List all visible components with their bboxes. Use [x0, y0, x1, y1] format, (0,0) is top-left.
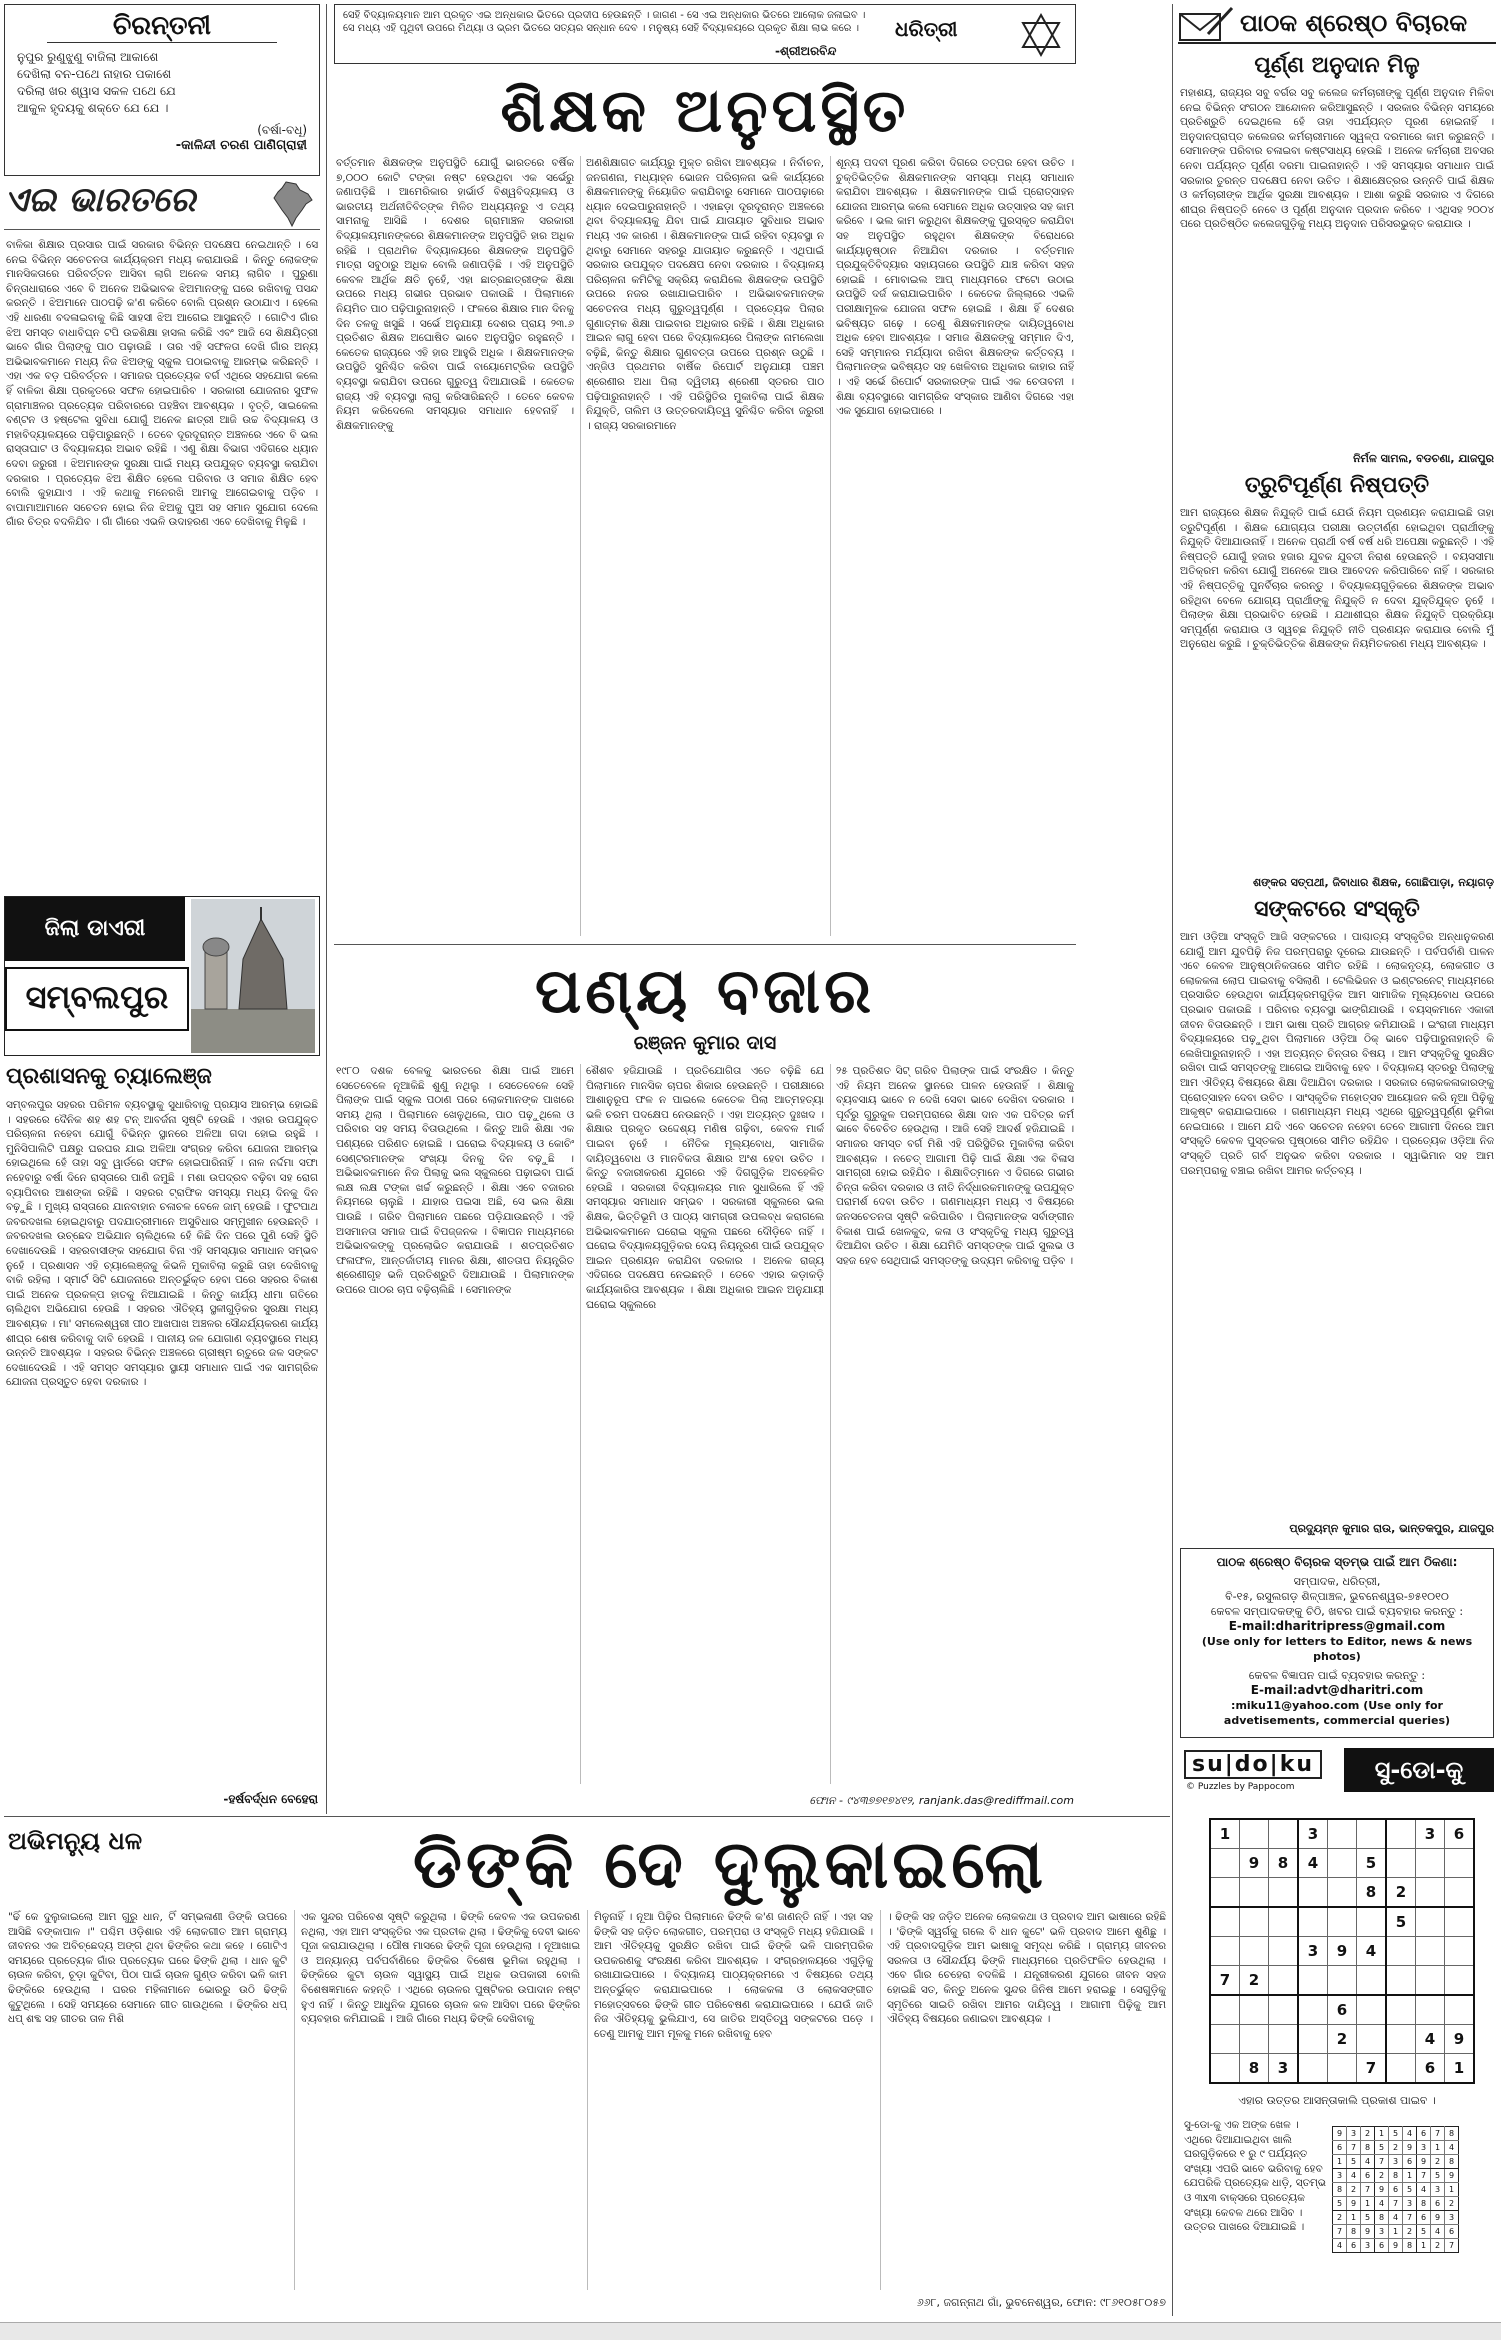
letter1-author: ନିର୍ମଳ ସାମଲ, ବଡଚଣା, ଯାଜପୁର — [1353, 452, 1494, 465]
address-lines — [1189, 1574, 1485, 1619]
address-line: ସମ୍ପାଦକ, ଧରିତ୍ରୀ, — [1293, 1575, 1381, 1588]
main3-col-rule — [587, 1910, 588, 2290]
sudoku-cell[interactable]: 8 — [1240, 2054, 1269, 2084]
readers-header — [1178, 4, 1496, 44]
poem-author: -କାଳିନ୍ଦୀ ଚରଣ ପାଣିଗ୍ରାହୀ — [175, 138, 307, 153]
sudoku-cell[interactable] — [1240, 2025, 1269, 2054]
answer-cell: 1 — [1361, 2197, 1375, 2211]
answer-cell: 2 — [1361, 2127, 1375, 2141]
sudoku-cell[interactable] — [1386, 1966, 1416, 1996]
column-banner — [4, 180, 320, 230]
poem-line: ଆକୁଳ ହୃଦୟକୁ ଶକ୍ତେ ଯେ ଯେ । — [17, 101, 169, 115]
answer-cell: 8 — [1445, 2127, 1459, 2141]
answer-cell: 8 — [1389, 2169, 1403, 2183]
poem-box — [4, 4, 320, 176]
sudoku-cell[interactable] — [1416, 1966, 1445, 1996]
sudoku-cell[interactable] — [1445, 1907, 1475, 1937]
answer-cell: 7 — [1403, 2211, 1417, 2225]
ads-label: କେବଳ ବିଜ୍ଞାପନ ପାଇଁ ବ୍ୟବହାର କରନ୍ତୁ : — [1248, 1669, 1426, 1682]
answer-cell: 1 — [1431, 2141, 1445, 2155]
answer-cell: 5 — [1389, 2127, 1403, 2141]
answer-cell: 3 — [1445, 2211, 1459, 2225]
answer-cell: 1 — [1333, 2155, 1347, 2169]
divider-left — [326, 4, 327, 1814]
answer-cell: 7 — [1389, 2197, 1403, 2211]
poem-source: (ବର୍ଷା-ବଧୂ) — [257, 123, 307, 137]
sudoku-cell[interactable] — [1357, 1966, 1387, 1996]
main2-col-3: ୨୫ ପ୍ରତିଶତ ସିଟ୍ ଗରିବ ପିଲାଙ୍କ ପାଇଁ ସଂରକ୍ଷିତ । କିନ୍ତୁ ଏହି ନିୟମ ଅନେକ ସ୍ଥାନରେ ପାଳନ ହେଉନାହିଁ । ଶିକ୍ଷାକୁ ବ୍ୟବସାୟ ଭାବେ ନ ଦେଖି ସେବା ଭାବେ ଦେଖିବା ଦରକାର । ପୂର୍ବରୁ ଗୁରୁକୁଳ ପରମ୍ପରାରେ ଶିକ୍ଷା ଦାନ ଏକ ପବିତ୍ର କର୍ମ ଭାବେ ବିବେଚିତ ହେଉଥିଲା । ଆଜି ସେହି ଆଦର୍ଶ ହଜିଯାଇଛି । ସମାଜର ସମସ୍ତ ବର୍ଗ ମିଶି ଏହି ପରିସ୍ଥିତିର ମୁକାବିଲା କରିବା ଆବଶ୍ୟକ । ନଚେତ୍ ଆଗାମୀ ପିଢ଼ି ପାଇଁ ଶିକ୍ଷା ଏକ ବିଳାସ ସାମଗ୍ରୀ ହୋଇ ରହିଯିବ । ଶିକ୍ଷାବିତ୍‌ମାନେ ଏ ଦିଗରେ ଗଭୀର ଚିନ୍ତା କରିବା ଦରକାର ଓ ନୀତି ନିର୍ଦ୍ଧାରକମାନଙ୍କୁ ଉପଯୁକ୍ତ ପରାମର୍ଶ ଦେବା ଉଚିତ । ଗଣମାଧ୍ୟମ ମଧ୍ୟ ଏ ବିଷୟରେ ଜନସଚେତନତା ସୃଷ୍ଟି କରିପାରିବ । ପିଲାମାନଙ୍କ ସର୍ବାଙ୍ଗୀନ ବିକାଶ ପାଇଁ ଖେଳକୁଦ, କଳା ଓ ସଂସ୍କୃତିକୁ ମଧ୍ୟ ଗୁରୁତ୍ୱ ଦିଆଯିବା ଉଚିତ । ଶିକ୍ଷା ଯେମିତି ସମସ୍ତଙ୍କ ପାଇଁ ସୁଲଭ ଓ ସହଜ ହେବ ସେଥିପାଇଁ ସମସ୍ତଙ୍କୁ ଉଦ୍ୟମ କରିବାକୁ ପଡ଼ିବ । — [836, 1065, 1074, 1267]
answer-cell: 8 — [1333, 2183, 1347, 2197]
answer-cell: 2 — [1389, 2141, 1403, 2155]
answer-cell: 8 — [1361, 2141, 1375, 2155]
sudoku-cell[interactable] — [1386, 1849, 1416, 1878]
poem-lines — [17, 49, 307, 117]
answer-cell: 2 — [1403, 2225, 1417, 2239]
main1-col-2: ଅଣଶିକ୍ଷାଗତ କାର୍ଯ୍ୟରୁ ମୁକ୍ତ ରଖିବା ଆବଶ୍ୟକ । ନିର୍ବାଚନ, ଜନଗଣନା, ମଧ୍ୟାହ୍ନ ଭୋଜନ ପରିଚାଳନା ଭଳି କାର୍ଯ୍ୟରେ ଶିକ୍ଷକମାନଙ୍କୁ ନିୟୋଜିତ କରାଯିବାରୁ ସେମାନେ ପାଠପଢ଼ାରେ ଧ୍ୟାନ ଦେଇପାରୁନାହାନ୍ତି । ଏହାଛଡ଼ା ଦୂରଦୂରାନ୍ତ ଅଞ୍ଚଳରେ ଥିବା ବିଦ୍ୟାଳୟକୁ ଯିବା ପାଇଁ ଯାତାୟାତ ସୁବିଧାର ଅଭାବ ମଧ୍ୟ ଏକ କାରଣ । ଶିକ୍ଷକମାନଙ୍କ ପାଇଁ ରହିବା ବ୍ୟବସ୍ଥା ନ ଥିବାରୁ ସେମାନେ ସହରରୁ ଯାତାୟାତ କରୁଛନ୍ତି । ଏଥିପାଇଁ ସରକାର ଉପଯୁକ୍ତ ପଦକ୍ଷେପ ନେବା ଦରକାର । ବିଦ୍ୟାଳୟ ପରିଚାଳନା କମିଟିକୁ ସକ୍ରିୟ କରାଯିଲେ ଶିକ୍ଷକଙ୍କ ଉପସ୍ଥିତି ଉପରେ ନଜର ରଖାଯାଇପାରିବ । ଅଭିଭାବକମାନଙ୍କ ସଚେତନତା ମଧ୍ୟ ଗୁରୁତ୍ୱପୂର୍ଣ୍ଣ । ପ୍ରତ୍ୟେକ ପିଲାର ଗୁଣାତ୍ମକ ଶିକ୍ଷା ପାଇବାର ଅଧିକାର ରହିଛି । ଶିକ୍ଷା ଅଧିକାର ଆଇନ ଲାଗୁ ହେବା ପରେ ବିଦ୍ୟାଳୟରେ ପିଲାଙ୍କ ନାମଲେଖା ବଢ଼ିଛି, କିନ୍ତୁ ଶିକ୍ଷାର ଗୁଣବତ୍ତା ଉପରେ ପ୍ରଶ୍ନ ଉଠୁଛି । ଏନ୍‌ଜିଓ ପ୍ରଥମର ବାର୍ଷିକ ରିପୋର୍ଟ ଅନୁଯାୟୀ ପଞ୍ଚମ ଶ୍ରେଣୀର ଅଧା ପିଲା ଦ୍ୱିତୀୟ ଶ୍ରେଣୀ ସ୍ତରର ପାଠ ପଢ଼ିପାରୁନାହାନ୍ତି । ଏହି ପରିସ୍ଥିତିର ମୁକାବିଲା ପାଇଁ ଶିକ୍ଷକ ନିଯୁକ୍ତି, ତାଲିମ ଓ ଉତ୍ତରଦାୟିତ୍ୱ ସୁନିଶ୍ଚିତ କରିବା ଜରୁରୀ । ରାଜ୍ୟ ସରକାରମାନେ — [586, 157, 824, 432]
sudoku-cell[interactable] — [1386, 1937, 1416, 1966]
answer-cell: 2 — [1347, 2183, 1361, 2197]
sudoku-cell[interactable]: 4 — [1416, 2025, 1445, 2054]
sudoku-cell[interactable] — [1386, 2025, 1416, 2054]
sudoku-cell[interactable] — [1298, 1878, 1328, 1908]
answer-cell: 4 — [1417, 2183, 1431, 2197]
address-line: ବି-୧୫, ରସୁଲଗଡ଼ ଶିଳ୍ପାଞ୍ଚଳ, ଭୁବନେଶ୍ୱର-୭୫୧୦୧୦ — [1225, 1590, 1449, 1603]
sudoku-cell[interactable]: 1 — [1210, 1819, 1240, 1849]
ads-email-note: advetisements, commercial queries) — [1223, 1714, 1451, 1727]
editor-email[interactable]: E-mail:dharitripress@gmail.com — [1228, 1619, 1446, 1633]
main1-columns — [336, 156, 1074, 936]
sudoku-cell[interactable]: 2 — [1386, 1878, 1416, 1908]
sudoku-previous-answer — [1332, 2126, 1459, 2253]
page-bottom-bar — [0, 2322, 1501, 2340]
answer-cell: 2 — [1445, 2197, 1459, 2211]
quote-text: ସେହି ବିଦ୍ୟାଳୟମାନ ଆମ ପ୍ରକୃତ ଏଇ ଅନ୍ଧକାର ଭିତରେ ପ୍ରଦୀପ ହେଉଛନ୍ତି । ଜାଗଣ - ସେ ଏଇ ଅନ୍ଧକାର ଭିତରେ ଆଲୋକ ଜଳାଇବ । ସେ ମଧ୍ୟ ଏହି ପୃଥିବୀ ଉପରେ ମିଥ୍ୟା ଓ ଭ୍ରମ ଭିତରେ ସତ୍ୟର ସନ୍ଧାନ ଦେବ । ମନୁଷ୍ୟ ସେହି ବିଦ୍ୟାଳୟରେ ପ୍ରକୃତ ଶିକ୍ଷା ଲାଭ କରେ । — [343, 10, 866, 34]
quote-box — [334, 4, 1076, 64]
sudoku-cell[interactable] — [1357, 1819, 1387, 1849]
sudoku-cell[interactable]: 9 — [1240, 1849, 1269, 1878]
column-title: ଏଇ ଭାରତରେ — [4, 180, 196, 220]
sudoku-cell[interactable] — [1416, 1937, 1445, 1966]
sudoku-cell[interactable] — [1210, 1849, 1240, 1878]
sudoku-cell[interactable] — [1269, 1937, 1299, 1966]
sudoku-cell[interactable] — [1386, 2054, 1416, 2084]
answer-cell: 4 — [1431, 2225, 1445, 2239]
sudoku-cell[interactable]: 3 — [1269, 2054, 1299, 2084]
sudoku-cell[interactable] — [1298, 2054, 1328, 2084]
answer-cell: 5 — [1417, 2225, 1431, 2239]
sudoku-cell[interactable] — [1445, 1966, 1475, 1996]
main2-byline: ରଞ୍ଜନ କୁମାର ଦାସ — [633, 1032, 777, 1054]
sudoku-cell[interactable]: 8 — [1269, 1849, 1299, 1878]
readers-title: ପାଠକ ଶ୍ରେଷ୍ଠ ବିଚାରକ — [1240, 8, 1468, 37]
letter2-title: ତ୍ରୁଟିପୂର୍ଣ୍ଣ ନିଷ୍ପତ୍ତି — [1244, 472, 1430, 498]
sudoku-cell[interactable] — [1328, 1819, 1357, 1849]
answer-cell: 6 — [1347, 2239, 1361, 2253]
sudoku-grid — [1209, 1818, 1475, 2084]
answer-cell: 3 — [1431, 2183, 1445, 2197]
main3-col-4: । ଢିଙ୍କି ସହ ଜଡ଼ିତ ଅନେକ ଲୋକକଥା ଓ ପ୍ରବାଦ ଆମ ଭାଷାରେ ରହିଛି । 'ଢିଙ୍କି ସ୍ୱର୍ଗକୁ ଗଲେ ବି ଧାନ କୁଟେ' ଭଳି ପ୍ରବାଦ ଆମେ ଶୁଣିଛୁ । ଏହି ପ୍ରବାଦଗୁଡ଼ିକ ଆମ ଭାଷାକୁ ସମୃଦ୍ଧ କରିଛି । ଗ୍ରାମ୍ୟ ଜୀବନର ସରଳତା ଓ ସୌନ୍ଦର୍ଯ୍ୟ ଢିଙ୍କି ମାଧ୍ୟମରେ ପ୍ରତିଫଳିତ ହେଉଥିଲା । ଏବେ ଗାଁର ଚେହେରା ବଦଳିଛି । ଯନ୍ତ୍ରୀକରଣ ଯୁଗରେ ଜୀବନ ସହଜ ହୋଇଛି ସତ, କିନ୍ତୁ ଅନେକ ସୁନ୍ଦର ଜିନିଷ ଆମେ ହରାଇଛୁ । ସେଗୁଡ଼ିକୁ ସ୍ମୃତିରେ ସାଇତି ରଖିବା ଆମର ଦାୟିତ୍ୱ । ଆଗାମୀ ପିଢ଼ିକୁ ଆମ ଐତିହ୍ୟ ବିଷୟରେ ଜଣାଇବା ଆବଶ୍ୟକ । — [887, 1911, 1166, 2026]
main2-contact: ଫୋନ - ୯୪୩୭୭୧୭୪୧୨, ranjank.das@rediffmail.com — [809, 1794, 1074, 1807]
sudoku-cell[interactable] — [1240, 1937, 1269, 1966]
answer-cell: 9 — [1445, 2169, 1459, 2183]
answer-cell: 1 — [1375, 2127, 1389, 2141]
answer-cell: 6 — [1375, 2239, 1389, 2253]
india-map-icon — [268, 180, 316, 228]
answer-cell: 2 — [1431, 2155, 1445, 2169]
answer-cell: 7 — [1431, 2127, 1445, 2141]
answer-cell: 9 — [1389, 2239, 1403, 2253]
answer-cell: 5 — [1403, 2183, 1417, 2197]
brand-name: ଧରିତ୍ରୀ — [895, 17, 958, 41]
sudoku-cell[interactable] — [1269, 2025, 1299, 2054]
answer-cell: 3 — [1389, 2155, 1403, 2169]
answer-cell: 4 — [1403, 2127, 1417, 2141]
sudoku-cell[interactable] — [1416, 1907, 1445, 1937]
answer-cell: 9 — [1403, 2141, 1417, 2155]
sudoku-cell[interactable]: 6 — [1328, 1995, 1357, 2025]
sudoku-cell[interactable] — [1210, 2025, 1240, 2054]
answer-cell: 5 — [1431, 2169, 1445, 2183]
envelope-pen-icon — [1178, 6, 1234, 42]
answer-cell: 1 — [1417, 2239, 1431, 2253]
answer-cell: 4 — [1361, 2155, 1375, 2169]
answer-cell: 2 — [1333, 2211, 1347, 2225]
sudoku-logo: su|do|ku — [1184, 1750, 1322, 1779]
sudoku-cell[interactable]: 3 — [1298, 1937, 1328, 1966]
main1-col-1: ବର୍ତ୍ତମାନ ଶିକ୍ଷକଙ୍କ ଅନୁପସ୍ଥିତି ଯୋଗୁଁ ଭାରତରେ ବର୍ଷିକ ୭,୦୦୦ କୋଟି ଟଙ୍କା ନଷ୍ଟ ହେଉଥିବା ଏକ ସର୍ଭେରୁ ଜଣାପଡ଼ିଛି । ଆମେରିକାର ହାର୍ଭାର୍ଡ ବିଶ୍ୱବିଦ୍ୟାଳୟ ଓ ଭାରତୀୟ ଅର୍ଥନୀତିବିତ୍‌ଙ୍କ ମିଳିତ ଅଧ୍ୟୟନରୁ ଏ ତଥ୍ୟ ସାମନାକୁ ଆସିଛି । ଦେଶର ଗ୍ରାମାଞ୍ଚଳ ସରକାରୀ ବିଦ୍ୟାଳୟମାନଙ୍କରେ ଶିକ୍ଷକମାନଙ୍କ ଅନୁପସ୍ଥିତି ହାର ଅଧିକ ରହିଛି । ପ୍ରାଥମିକ ବିଦ୍ୟାଳୟରେ ଶିକ୍ଷକଙ୍କ ଅନୁପସ୍ଥିତି ମାତ୍ରା ସବୁଠାରୁ ଅଧିକ ବୋଲି ଜଣାପଡ଼ିଛି । ଏହି ଅନୁପସ୍ଥିତି କେବଳ ଆର୍ଥିକ କ୍ଷତି ନୁହେଁ, ଏହା ଛାତ୍ରଛାତ୍ରୀଙ୍କ ଶିକ୍ଷା ଉପରେ ମଧ୍ୟ ଗଭୀର ପ୍ରଭାବ ପକାଉଛି । ପିଲାମାନେ ନିୟମିତ ପାଠ ପଢ଼ିପାରୁନାହାନ୍ତି । ଫଳରେ ଶିକ୍ଷାର ମାନ ଦିନକୁ ଦିନ ତଳକୁ ଖସୁଛି । ସର୍ଭେ ଅନୁଯାୟୀ ଦେଶର ପ୍ରାୟ ୨୩.୬ ପ୍ରତିଶତ ଶିକ୍ଷକ ଅଘୋଷିତ ଭାବେ ଅନୁପସ୍ଥିତ ରହୁଛନ୍ତି । କେତେକ ରାଜ୍ୟରେ ଏହି ହାର ଆହୁରି ଅଧିକ । ଶିକ୍ଷକମାନଙ୍କ ଉପସ୍ଥିତି ସୁନିଶ୍ଚିତ କରିବା ପାଇଁ ବାୟୋମେଟ୍ରିକ ଉପସ୍ଥିତି ବ୍ୟବସ୍ଥା କରାଯିବା ଉପରେ ଗୁରୁତ୍ୱ ଦିଆଯାଉଛି । କେତେକ ରାଜ୍ୟ ଏହି ବ୍ୟବସ୍ଥା ଲାଗୁ କରିସାରିଛନ୍ତି । ତେବେ କେବଳ ନିୟମ କରିଦେଲେ ସମସ୍ୟାର ସମାଧାନ ହେବନାହିଁ । ଶିକ୍ଷକମାନଙ୍କୁ — [336, 157, 574, 432]
sudoku-cell[interactable] — [1386, 1819, 1416, 1849]
answer-cell: 1 — [1389, 2225, 1403, 2239]
sudoku-cell[interactable] — [1210, 1995, 1240, 2025]
answer-cell: 8 — [1445, 2155, 1459, 2169]
poem-line: ଦେଖିଲା ବନ-ପଥେ ନାହାର ପକାଶେ — [17, 67, 172, 81]
main3-columns — [8, 1910, 1166, 2290]
answer-cell: 5 — [1375, 2141, 1389, 2155]
ads-email[interactable]: E-mail:advt@dharitri.com — [1250, 1683, 1424, 1697]
sudoku-cell[interactable]: 9 — [1328, 1937, 1357, 1966]
answer-cell: 4 — [1333, 2239, 1347, 2253]
sudoku-cell[interactable]: 9 — [1445, 2025, 1475, 2054]
answer-cell: 3 — [1417, 2141, 1431, 2155]
letter1-text: ମହାଶୟ, ରାଜ୍ୟର ସବୁ ବର୍ଗର ସବୁ କଲେଜ କର୍ମଚାରୀଙ୍କୁ ପୂର୍ଣ୍ଣ ଅନୁଦାନ ମିଳିବା ନେଇ ବିଭିନ୍ନ ସଂଗଠନ ଆନ୍ଦୋଳନ କରିଆସୁଛନ୍ତି । ସରକାର ବିଭିନ୍ନ ସମୟରେ ପ୍ରତିଶ୍ରୁତି ଦେଇଥିଲେ ହେଁ ତାହା ଏପର୍ଯ୍ୟନ୍ତ ପୂରଣ ହୋଇନାହିଁ । ଅନୁଦାନପ୍ରାପ୍ତ କଲେଜର କର୍ମଚାରୀମାନେ ସ୍ୱଳ୍ପ ଦରମାରେ କାମ କରୁଛନ୍ତି । ସେମାନଙ୍କ ପରିବାର ଚଳାଇବା କଷ୍ଟସାଧ୍ୟ ହେଉଛି । ଅନେକ କର୍ମଚାରୀ ଅବସର ନେବା ପର୍ଯ୍ୟନ୍ତ ପୂର୍ଣ୍ଣ ଦରମା ପାଇନାହାନ୍ତି । ଏହି ସମସ୍ୟାର ସମାଧାନ ପାଇଁ ସରକାର ତୁରନ୍ତ ପଦକ୍ଷେପ ନେବା ଉଚିତ । ଶିକ୍ଷାକ୍ଷେତ୍ରର ଉନ୍ନତି ପାଇଁ ଶିକ୍ଷକ ଓ କର୍ମଚାରୀଙ୍କ ଆର୍ଥିକ ସୁରକ୍ଷା ଆବଶ୍ୟକ । ଆଶା କରୁଛି ସରକାର ଏ ଦିଗରେ ଶୀଘ୍ର ନିଷ୍ପତ୍ତି ନେବେ ଓ ପୂର୍ଣ୍ଣ ଅନୁଦାନ ପ୍ରଦାନ କରିବେ । ଏଥିସହ ୨୦୦୪ ପରେ ପ୍ରତିଷ୍ଠିତ କଲେଜଗୁଡ଼ିକୁ ମଧ୍ୟ ଅନୁଦାନ ପରିସରଭୁକ୍ତ କରାଯାଉ । — [1180, 87, 1494, 231]
answer-cell: 4 — [1375, 2197, 1389, 2211]
sudoku-cell[interactable]: 2 — [1240, 1966, 1269, 1996]
divider-right — [1172, 4, 1173, 2316]
sudoku-cell[interactable] — [1240, 1819, 1269, 1849]
ads-email-2[interactable]: :miku11@yahoo.com (Use only for — [1231, 1699, 1443, 1712]
sudoku-cell[interactable]: 5 — [1357, 1849, 1387, 1878]
sudoku-cell[interactable]: 4 — [1357, 1937, 1387, 1966]
article1-text: ବାଳିକା ଶିକ୍ଷାର ପ୍ରସାର ପାଇଁ ସରକାର ବିଭିନ୍ନ ପଦକ୍ଷେପ ନେଇଥାନ୍ତି । ସେ ନେଇ ବିଭିନ୍ନ ସଚେତନତା କାର୍ଯ୍ୟକ୍ରମ ମଧ୍ୟ କରାଯାଉଛି । କିନ୍ତୁ ଲୋକଙ୍କ ମାନସିକତାରେ ପରିବର୍ତ୍ତନ ଆସିବା ଲାଗି ଅନେକ ସମୟ ଲାଗିବ । ପୁରୁଣା ଚିନ୍ତାଧାରାରେ ଏବେ ବି ଅନେକ ଅଭିଭାବକ ଝିଅମାନଙ୍କୁ ଘରେ ରଖିବାକୁ ପସନ୍ଦ କରନ୍ତି । ଝିଅମାନେ ପାଠପଢ଼ି କ'ଣ କରିବେ ବୋଲି ପ୍ରଶ୍ନ ଉଠାଯାଏ । ହେଲେ ଏହି ଧାରଣା ବଦଳାଇବାକୁ କିଛି ସାହସୀ ଝିଅ ଆଗେଇ ଆସୁଛନ୍ତି । ଗୋଟିଏ ଗାଁର ଝିଅ ସମସ୍ତ ବାଧାବିଘ୍ନ ଟପି ଉଚ୍ଚଶିକ୍ଷା ହାସଲ କରିଛି ଏବଂ ଆଜି ସେ ଶିକ୍ଷୟିତ୍ରୀ ଭାବେ ଗାଁର ପିଲାଙ୍କୁ ପାଠ ପଢ଼ାଉଛି । ତାର ଏହି ସଫଳତା ଦେଖି ଗାଁର ଅନ୍ୟ ଅଭିଭାବକମାନେ ମଧ୍ୟ ନିଜ ଝିଅଙ୍କୁ ସ୍କୁଲ ପଠାଇବାକୁ ଆରମ୍ଭ କରିଛନ୍ତି । ଏହା ଏକ ବଡ଼ ପରିବର୍ତ୍ତନ । ସମାଜର ପ୍ରତ୍ୟେକ ବର୍ଗ ଏଥିରେ ସହଯୋଗ କଲେ ହିଁ ବାଳିକା ଶିକ୍ଷା ପ୍ରକୃତରେ ସଫଳ ହୋଇପାରିବ । ସରକାରୀ ଯୋଜନାର ସୁଫଳ ଗ୍ରାମାଞ୍ଚଳର ପ୍ରତ୍ୟେକ ପରିବାରରେ ପହଞ୍ଚିବା ଆବଶ୍ୟକ । ବୃତ୍ତି, ସାଇକେଲ ବଣ୍ଟନ ଓ ହଷ୍ଟେଲ ସୁବିଧା ଯୋଗୁଁ ଅନେକ ଛାତ୍ରୀ ଆଜି ଉଚ୍ଚ ବିଦ୍ୟାଳୟ ଓ ମହାବିଦ୍ୟାଳୟରେ ପଢ଼ିପାରୁଛନ୍ତି । ତେବେ ଦୂରଦୂରାନ୍ତ ଅଞ୍ଚଳରେ ଏବେ ବି ଭଲ ରାସ୍ତାଘାଟ ଓ ବିଦ୍ୟାଳୟର ଅଭାବ ରହିଛି । ଏଣୁ ଶିକ୍ଷା ବିଭାଗ ଏଦିଗରେ ଧ୍ୟାନ ଦେବା ଜରୁରୀ । ଝିଅମାନଙ୍କ ସୁରକ୍ଷା ପାଇଁ ମଧ୍ୟ ଉପଯୁକ୍ତ ବ୍ୟବସ୍ଥା କରାଯିବା ଦରକାର । ପ୍ରତ୍ୟେକ ଝିଅ ଶିକ୍ଷିତ ହେଲେ ପରିବାର ଓ ସମାଜ ଶିକ୍ଷିତ ହେବ ବୋଲି କୁହାଯାଏ । ଏହି କଥାକୁ ମନେରଖି ଆମକୁ ଆଗେଇବାକୁ ପଡ଼ିବ । ବାପାମାଆମାନେ ସଚେତନ ହୋଇ ନିଜ ଝିଅକୁ ପୁଅ ସହ ସମାନ ସୁଯୋଗ ଦେଲେ ଗାଁର ଚିତ୍ର ବଦଳିଯିବ । ଗାଁ ଗାଁରେ ଏଭଳି ଉଦାହରଣ ଏବେ ଦେଖିବାକୁ ମିଳୁଛି । — [6, 239, 318, 529]
address-title: ପାଠକ ଶ୍ରେଷ୍ଠ ବିଚାରକ ସ୍ତମ୍ଭ ପାଇଁ ଆମ ଠିକଣା: — [1216, 1555, 1458, 1569]
answer-cell: 3 — [1361, 2239, 1375, 2253]
sudoku-cell[interactable]: 5 — [1386, 1907, 1416, 1937]
sudoku-answer-note: ଏହାର ଉତ୍ତର ଆସନ୍ତାକାଲି ପ୍ରକାଶ ପାଇବ । — [1238, 2094, 1436, 2107]
sudoku-cell[interactable] — [1298, 1995, 1328, 2025]
answer-cell: 9 — [1347, 2197, 1361, 2211]
answer-cell: 8 — [1347, 2225, 1361, 2239]
sudoku-cell[interactable] — [1416, 1878, 1445, 1908]
sudoku-cell[interactable] — [1269, 1966, 1299, 1996]
main1-col-rule — [830, 156, 831, 936]
divider-main1 — [334, 944, 1076, 945]
main2-headline: ପଣ୍ୟ ବଜାର — [534, 954, 876, 1027]
editor-email-note: (Use only for letters to Editor, news & news photos) — [1201, 1635, 1473, 1663]
sudoku-cell[interactable] — [1269, 1907, 1299, 1937]
article2-text: ସମ୍ବଲପୁର ସହରର ପରିମଳ ବ୍ୟବସ୍ଥାକୁ ସୁଧାରିବାକୁ ପ୍ରୟାସ ଆରମ୍ଭ ହୋଇଛି । ସହରରେ ଦୈନିକ ଶହ ଶହ ଟନ୍ ଆବର୍ଜନା ସୃଷ୍ଟି ହେଉଛି । ଏହାର ଉପଯୁକ୍ତ ପରିଚାଳନା ନହେବା ଯୋଗୁଁ ବିଭିନ୍ନ ସ୍ଥାନରେ ଅଳିଆ ଗଦା ହୋଇ ରହୁଛି । ମୁନିସିପାଲିଟି ପକ୍ଷରୁ ଘରଘର ଯାଇ ଅଳିଆ ସଂଗ୍ରହ କରିବା ଯୋଜନା ଆରମ୍ଭ ହୋଇଥିଲେ ହେଁ ତାହା ସବୁ ୱାର୍ଡରେ ସଫଳ ହୋଇପାରିନାହିଁ । ନାଳ ନର୍ଦ୍ଦମା ସଫା ନହେବାରୁ ବର୍ଷା ଦିନେ ରାସ୍ତାରେ ପାଣି ଜମୁଛି । ମଶା ଉପଦ୍ରବ ବଢ଼ିବା ସହ ରୋଗ ବ୍ୟାପିବାର ଆଶଙ୍କା ରହିଛି । ସହରର ଟ୍ରାଫିକ ସମସ୍ୟା ମଧ୍ୟ ଦିନକୁ ଦିନ ବଢ଼ୁଛି । ମୁଖ୍ୟ ରାସ୍ତାରେ ଯାନବାହାନ ଚଳାଚଳ ବେଳେ ଜାମ୍ ହେଉଛି । ଫୁଟପାଥ ଜବରଦଖଲ ହୋଇଥିବାରୁ ପଦଯାତ୍ରୀମାନେ ଅସୁବିଧାର ସମ୍ମୁଖୀନ ହେଉଛନ୍ତି । ଜବରଦଖଲ ଉଚ୍ଛେଦ ଅଭିଯାନ ଚାଲିଥିଲେ ହେଁ କିଛି ଦିନ ପରେ ପୁଣି ସେହି ସ୍ଥିତି ଦେଖାଦେଉଛି । ସହରବାସୀଙ୍କ ସହଯୋଗ ବିନା ଏହି ସମସ୍ୟାର ସମାଧାନ ସମ୍ଭବ ନୁହେଁ । ପ୍ରଶାସନ ଏହି ଚ୍ୟାଲେଞ୍ଜକୁ କିଭଳି ମୁକାବିଲା କରୁଛି ତାହା ଦେଖିବାକୁ ବାକି ରହିଲା । ସ୍ମାର୍ଟ ସିଟି ଯୋଜନାରେ ଅନ୍ତର୍ଭୁକ୍ତ ହେବା ପରେ ସହରର ବିକାଶ ପାଇଁ ଅନେକ ପ୍ରକଳ୍ପ ହାତକୁ ନିଆଯାଇଛି । କିନ୍ତୁ କାର୍ଯ୍ୟ ଧୀମା ଗତିରେ ଚାଲିଥିବା ଅଭିଯୋଗ ହେଉଛି । ସହରର ଐତିହ୍ୟ ସ୍ଥଳୀଗୁଡ଼ିକର ସୁରକ୍ଷା ମଧ୍ୟ ଆବଶ୍ୟକ । ମା' ସମଲେଶ୍ୱରୀ ପୀଠ ଆଖପାଖ ଅଞ୍ଚଳର ସୌନ୍ଦର୍ଯ୍ୟକରଣ କାର୍ଯ୍ୟ ଶୀଘ୍ର ଶେଷ କରିବାକୁ ଦାବି ହେଉଛି । ପାନୀୟ ଜଳ ଯୋଗାଣ ବ୍ୟବସ୍ଥାରେ ମଧ୍ୟ ଉନ୍ନତି ଆବଶ୍ୟକ । ସହରର ବିଭିନ୍ନ ଅଞ୍ଚଳରେ ଗ୍ରୀଷ୍ମ ଋତୁରେ ଜଳ ସଙ୍କଟ ଦେଖାଦେଉଛି । ଏହି ସମସ୍ତ ସମସ୍ୟାର ସ୍ଥାୟୀ ସମାଧାନ ପାଇଁ ଏକ ସାମଗ୍ରିକ ଯୋଜନା ପ୍ରସ୍ତୁତ ହେବା ଦରକାର । — [6, 1099, 318, 1389]
quote-author: -ଶ୍ରୀଅରବିନ୍ଦ — [775, 44, 837, 58]
sudoku-cell[interactable] — [1328, 1878, 1357, 1908]
answer-cell: 7 — [1417, 2169, 1431, 2183]
answer-cell: 6 — [1333, 2141, 1347, 2155]
main2-columns — [336, 1064, 1074, 1784]
answer-cell: 5 — [1361, 2211, 1375, 2225]
letter2-text: ଆମ ରାଜ୍ୟରେ ଶିକ୍ଷକ ନିଯୁକ୍ତି ପାଇଁ ଯେଉଁ ନିୟମ ପ୍ରଣୟନ କରାଯାଇଛି ତାହା ତ୍ରୁଟିପୂର୍ଣ୍ଣ । ଶିକ୍ଷକ ଯୋଗ୍ୟତା ପରୀକ୍ଷା ଉତ୍ତୀର୍ଣ୍ଣ ହୋଇଥିବା ପ୍ରାର୍ଥୀଙ୍କୁ ନିଯୁକ୍ତି ଦିଆଯାଉନାହିଁ । ଅନେକ ପ୍ରାର୍ଥୀ ବର୍ଷ ବର୍ଷ ଧରି ଅପେକ୍ଷା କରୁଛନ୍ତି । ଏହି ନିଷ୍ପତ୍ତି ଯୋଗୁଁ ହଜାର ହଜାର ଯୁବକ ଯୁବତୀ ନିରାଶ ହେଉଛନ୍ତି । ବୟସସୀମା ଅତିକ୍ରମ କରିବା ଯୋଗୁଁ ଅନେକେ ଆଉ ଆବେଦନ କରିପାରିବେ ନାହିଁ । ସରକାର ଏହି ନିଷ୍ପତ୍ତିକୁ ପୁନର୍ବିଚାର କରନ୍ତୁ । ବିଦ୍ୟାଳୟଗୁଡ଼ିକରେ ଶିକ୍ଷକଙ୍କ ଅଭାବ ରହିଥିବା ବେଳେ ଯୋଗ୍ୟ ପ୍ରାର୍ଥୀଙ୍କୁ ନିଯୁକ୍ତି ନ ଦେବା ଯୁକ୍ତିଯୁକ୍ତ ନୁହେଁ । ପିଲାଙ୍କ ଶିକ୍ଷା ପ୍ରଭାବିତ ହେଉଛି । ଯଥାଶୀଘ୍ର ଶିକ୍ଷକ ନିଯୁକ୍ତି ପ୍ରକ୍ରିୟା ସମ୍ପୂର୍ଣ୍ଣ କରାଯାଉ ଓ ସ୍ୱଚ୍ଛ ନିଯୁକ୍ତି ନୀତି ପ୍ରଣୟନ କରାଯାଉ ବୋଲି ମୁଁ ଅନୁରୋଧ କରୁଛି । ଚୁକ୍ତିଭିତ୍ତିକ ଶିକ୍ଷକଙ୍କ ନିୟମିତକରଣ ମଧ୍ୟ ଆବଶ୍ୟକ । — [1180, 507, 1494, 651]
sudoku-cell[interactable] — [1269, 1878, 1299, 1908]
sudoku-credit: © Puzzles by Pappocom — [1186, 1782, 1295, 1792]
article2-title: ପ୍ରଶାସନକୁ ଚ୍ୟାଲେଞ୍ଜ — [6, 1063, 212, 1089]
answer-cell: 2 — [1431, 2239, 1445, 2253]
main3-col-rule — [880, 1910, 881, 2290]
answer-cell: 9 — [1375, 2183, 1389, 2197]
sudoku-cell[interactable] — [1269, 1819, 1299, 1849]
sudoku-cell[interactable]: 3 — [1298, 1819, 1328, 1849]
answer-cell: 8 — [1417, 2197, 1431, 2211]
sudoku-cell[interactable] — [1357, 1995, 1387, 2025]
sudoku-cell[interactable] — [1328, 1966, 1357, 1996]
answer-cell: 5 — [1333, 2197, 1347, 2211]
main1-col-rule — [580, 156, 581, 936]
sudoku-title-or: ସୁ-ଡୋ-କୁ — [1344, 1748, 1494, 1792]
sudoku-cell[interactable]: 2 — [1328, 2025, 1357, 2054]
address-box — [1180, 1548, 1494, 1738]
main2-col-rule — [830, 1064, 831, 1784]
main1-col-3: ଶୂନ୍ୟ ପଦବୀ ପୂରଣ କରିବା ଦିଗରେ ତତ୍ପର ହେବା ଉଚିତ । ଚୁକ୍ତିଭିତ୍ତିକ ଶିକ୍ଷକମାନଙ୍କ ସମସ୍ୟା ମଧ୍ୟ ସମାଧାନ କରାଯିବା ଆବଶ୍ୟକ । ଶିକ୍ଷକମାନଙ୍କ ପାଇଁ ପ୍ରୋତ୍ସାହନ ଯୋଜନା ଆରମ୍ଭ କଲେ ସେମାନେ ଅଧିକ ଉତ୍ସାହର ସହ କାମ କରିବେ । ଭଲ କାମ କରୁଥିବା ଶିକ୍ଷକଙ୍କୁ ପୁରସ୍କୃତ କରାଯିବା ସହ ଅନୁପସ୍ଥିତ ରହୁଥିବା ଶିକ୍ଷକଙ୍କ ବିରୋଧରେ କାର୍ଯ୍ୟାନୁଷ୍ଠାନ ନିଆଯିବା ଦରକାର । ବର୍ତ୍ତମାନ ପ୍ରଯୁକ୍ତିବିଦ୍ୟାର ସହାୟତାରେ ଉପସ୍ଥିତି ଯାଞ୍ଚ କରିବା ସହଜ ହୋଇଛି । ମୋବାଇଲ ଆପ୍ ମାଧ୍ୟମରେ ଫଟୋ ଉଠାଇ ଉପସ୍ଥିତି ଦର୍ଜ କରାଯାଇପାରିବ । କେତେକ ଜିଲ୍ଲାରେ ଏଭଳି ପରୀକ୍ଷାମୂଳକ ଯୋଜନା ସଫଳ ହୋଇଛି । ଶିକ୍ଷା ହିଁ ଦେଶର ଭବିଷ୍ୟତ ଗଢ଼େ । ତେଣୁ ଶିକ୍ଷକମାନଙ୍କ ଦାୟିତ୍ୱବୋଧ ଅଧିକ ହେବା ଆବଶ୍ୟକ । ସମାଜ ଶିକ୍ଷକଙ୍କୁ ସମ୍ମାନ ଦିଏ, ସେହି ସମ୍ମାନର ମର୍ଯ୍ୟାଦା ରଖିବା ଶିକ୍ଷକଙ୍କ କର୍ତ୍ତବ୍ୟ । ପିଲାମାନଙ୍କ ଭବିଷ୍ୟତ ସହ ଖେଳିବାର ଅଧିକାର କାହାର ନାହିଁ । ଏହି ସର୍ଭେ ରିପୋର୍ଟ ସରକାରଙ୍କ ପାଇଁ ଏକ ଚେତାବନୀ । ଶିକ୍ଷା ବ୍ୟବସ୍ଥାରେ ସାମଗ୍ରିକ ସଂସ୍କାର ଆଣିବା ଦିଗରେ ଏହା ଏକ ସୁଯୋଗ ହୋଇପାରେ । — [836, 157, 1074, 418]
sudoku-cell[interactable] — [1416, 1995, 1445, 2025]
main1-headline: ଶିକ୍ଷକ ଅନୁପସ୍ଥିତ — [500, 76, 910, 146]
letter3-title: ସଙ୍କଟରେ ସଂସ୍କୃତି — [1254, 896, 1420, 922]
sudoku-cell[interactable]: 6 — [1445, 1819, 1475, 1849]
answer-cell: 6 — [1389, 2183, 1403, 2197]
main3-headline: ଡିଙ୍କି ଦେ ଦୁଲୁକାଇଲୋ — [413, 1825, 1047, 1903]
sudoku-cell[interactable] — [1298, 1966, 1328, 1996]
sudoku-cell[interactable]: 3 — [1416, 1819, 1445, 1849]
sudoku-cell[interactable]: 8 — [1357, 1878, 1387, 1908]
sudoku-cell[interactable] — [1445, 1849, 1475, 1878]
sudoku-cell[interactable]: 6 — [1416, 2054, 1445, 2084]
answer-cell: 3 — [1333, 2169, 1347, 2183]
sudoku-cell[interactable] — [1445, 1878, 1475, 1908]
poem-title: ଚିରନ୍ତନୀ — [47, 11, 277, 43]
star-of-david-logo-icon — [1017, 11, 1065, 59]
main2-col-rule — [580, 1064, 581, 1784]
sudoku-cell[interactable] — [1269, 1995, 1299, 2025]
sudoku-cell[interactable] — [1328, 1907, 1357, 1937]
answer-cell: 6 — [1417, 2127, 1431, 2141]
main3-col-3: ମିଳୁନାହିଁ । ନୂଆ ପିଢ଼ିର ପିଲାମାନେ ଢିଙ୍କି କ'ଣ ଜାଣନ୍ତି ନାହିଁ । ଏହା ସହ ଢିଙ୍କି ସହ ଜଡ଼ିତ ଲୋକଗୀତ, ପରମ୍ପରା ଓ ସଂସ୍କୃତି ମଧ୍ୟ ହଜିଯାଉଛି । ଆମ ଐତିହ୍ୟକୁ ସୁରକ୍ଷିତ ରଖିବା ପାଇଁ ଢିଙ୍କି ଭଳି ପାରମ୍ପରିକ ଉପକରଣକୁ ସଂରକ୍ଷଣ କରିବା ଆବଶ୍ୟକ । ସଂଗ୍ରହାଳୟରେ ଏଗୁଡ଼ିକୁ ରଖାଯାଇପାରେ । ବିଦ୍ୟାଳୟ ପାଠ୍ୟକ୍ରମରେ ଏ ବିଷୟରେ ତଥ୍ୟ ଅନ୍ତର୍ଭୁକ୍ତ କରାଯାଇପାରେ । ଲୋକକଳା ଓ ଲୋକସଙ୍ଗୀତ ମହୋତ୍ସବରେ ଢିଙ୍କି ଗୀତ ପରିବେଷଣ କରାଯାଇପାରେ । ଯେଉଁ ଜାତି ନିଜ ଐତିହ୍ୟକୁ ଭୁଲିଯାଏ, ସେ ଜାତିର ଅସ୍ତିତ୍ୱ ସଙ୍କଟରେ ପଡ଼େ । ତେଣୁ ଆମକୁ ଆମ ମୂଳକୁ ମନେ ରଖିବାକୁ ହେବ — [594, 1911, 873, 2040]
main3-byline: ଅଭିମନ୍ୟୁ ଧଳ — [8, 1826, 143, 1855]
answer-cell: 9 — [1431, 2211, 1445, 2225]
answer-cell: 6 — [1445, 2225, 1459, 2239]
sudoku-cell[interactable] — [1210, 1907, 1240, 1937]
answer-cell: 2 — [1375, 2169, 1389, 2183]
sudoku-rules: ସୁ-ଡୋ-କୁ ଏକ ଅଙ୍କ ଖେଳ । ଏଥିରେ ଦିଆଯାଇଥିବା ଖାଲି ଘରଗୁଡ଼ିକରେ ୧ ରୁ ୯ ପର୍ଯ୍ୟନ୍ତ ସଂଖ୍ୟା ଏପରି ଭାବେ ଭରିବାକୁ ହେବ ଯେପରିକି ପ୍ରତ୍ୟେକ ଧାଡ଼ି, ସ୍ତମ୍ଭ ଓ ୩x୩ ବାକ୍ସରେ ପ୍ରତ୍ୟେକ ସଂଖ୍ୟା କେବଳ ଥରେ ଆସିବ । ଉତ୍ତର ପାଖରେ ଦିଆଯାଇଛି । — [1184, 2119, 1326, 2234]
letter3-author: ପ୍ରଦ୍ୟୁମ୍ନ କୁମାର ରାଉ, ଭାନ୍ତକପୁର, ଯାଜପୁର — [1289, 1522, 1494, 1535]
sudoku-cell[interactable] — [1210, 2054, 1240, 2084]
answer-cell: 9 — [1361, 2225, 1375, 2239]
main3-col-1: "ଢିଁ କେ ଦୁଲୁକାଇଲୋ ଆମ ଗୁରୁ ଧାନ, ଟିଁ ସମ୍ଭଳାଣୀ ଡିଙ୍କି ଉପରେ ଆସିଛି ବଙ୍କାପାଳ ।" ପଶ୍ଚିମ ଓଡ଼ିଶାର ଏହି ଲୋକଗୀତ ଆମ ଗ୍ରାମ୍ୟ ଜୀବନର ଏକ ଅବିଚ୍ଛେଦ୍ୟ ଅଙ୍ଗ ଥିବା ଢିଙ୍କିର କଥା କହେ । ଗୋଟିଏ ସମୟରେ ପ୍ରତ୍ୟେକ ଗାଁର ପ୍ରତ୍ୟେକ ଘରେ ଢିଙ୍କି ଥିଲା । ଧାନ କୁଟି ଚାଉଳ କରିବା, ଚୂଡ଼ା କୁଟିବା, ପିଠା ପାଇଁ ଚାଉଳ ଗୁଣ୍ଡ କରିବା ଭଳି କାମ ଢିଙ୍କିରେ ହେଉଥିଲା । ଘରର ମହିଳାମାନେ ଭୋରରୁ ଉଠି ଢିଙ୍କି କୁଟୁଥିଲେ । ସେହି ସମୟରେ ସେମାନେ ଗୀତ ଗାଉଥିଲେ । ଢିଙ୍କିର ଧପ୍ ଧପ୍ ଶବ୍ଦ ସହ ଗୀତର ତାଳ ମିଶି — [8, 1911, 287, 2026]
answer-cell: 1 — [1445, 2183, 1459, 2197]
answer-cell: 3 — [1403, 2197, 1417, 2211]
answer-cell: 4 — [1347, 2169, 1361, 2183]
sudoku-cell[interactable]: 4 — [1298, 1849, 1328, 1878]
answer-cell: 3 — [1347, 2127, 1361, 2141]
sudoku-cell[interactable] — [1357, 1907, 1387, 1937]
sudoku-cell[interactable]: 7 — [1210, 1966, 1240, 1996]
answer-cell: 9 — [1333, 2127, 1347, 2141]
answer-cell: 9 — [1417, 2155, 1431, 2169]
main2-col-2: ଶୈଶବ ହଜିଯାଉଛି । ପ୍ରତିଯୋଗିତା ଏତେ ବଢ଼ିଛି ଯେ ପିଲାମାନେ ମାନସିକ ଚାପର ଶିକାର ହେଉଛନ୍ତି । ପରୀକ୍ଷାରେ ଆଶାନୁରୂପ ଫଳ ନ ପାଇଲେ କେତେକ ପିଲା ଆତ୍ମହତ୍ୟା ଭଳି ଚରମ ପଦକ୍ଷେପ ନେଉଛନ୍ତି । ଏହା ଅତ୍ୟନ୍ତ ଦୁଃଖଦ । ଶିକ୍ଷାର ପ୍ରକୃତ ଉଦ୍ଦେଶ୍ୟ ମଣିଷ ଗଢ଼ିବା, କେବଳ ମାର୍କ ପାଇବା ନୁହେଁ । ନୈତିକ ମୂଲ୍ୟବୋଧ, ସାମାଜିକ ଦାୟିତ୍ୱବୋଧ ଓ ମାନବିକତା ଶିକ୍ଷାର ଅଂଶ ହେବା ଉଚିତ । କିନ୍ତୁ ବଜାରୀକରଣ ଯୁଗରେ ଏହି ଦିଗଗୁଡ଼ିକ ଅବହେଳିତ ହେଉଛି । ସରକାରୀ ବିଦ୍ୟାଳୟର ମାନ ସୁଧାରିଲେ ହିଁ ଏହି ସମସ୍ୟାର ସମାଧାନ ସମ୍ଭବ । ସରକାରୀ ସ୍କୁଲରେ ଭଲ ଶିକ୍ଷକ, ଭିତ୍ତିଭୂମି ଓ ପାଠ୍ୟ ସାମଗ୍ରୀ ଉପଲବ୍ଧ କରାଗଲେ ଅଭିଭାବକମାନେ ଘରୋଇ ସ୍କୁଲ ପଛରେ ଦୌଡ଼ିବେ ନାହିଁ । ଘରୋଇ ବିଦ୍ୟାଳୟଗୁଡ଼ିକର ଦେୟ ନିୟନ୍ତ୍ରଣ ପାଇଁ ଉପଯୁକ୍ତ ଆଇନ ପ୍ରଣୟନ କରାଯିବା ଦରକାର । ଅନେକ ରାଜ୍ୟ ଏଦିଗରେ ପଦକ୍ଷେପ ନେଇଛନ୍ତି । ତେବେ ଏହାର କଡ଼ାକଡ଼ି କାର୍ଯ୍ୟକାରିତା ଆବଶ୍ୟକ । ଶିକ୍ଷା ଅଧିକାର ଆଇନ ଅନୁଯାୟୀ ଘରୋଇ ସ୍କୁଲରେ — [586, 1065, 824, 1311]
sudoku-cell[interactable]: 7 — [1357, 2054, 1387, 2084]
sudoku-cell[interactable] — [1298, 2025, 1328, 2054]
address-line: କେବଳ ସମ୍ପାଦକଙ୍କୁ ଚିଠି, ଖବର ପାଇଁ ବ୍ୟବହାର କରନ୍ତୁ : — [1210, 1605, 1464, 1618]
main3-col-2: ଏକ ସୁନ୍ଦର ପରିବେଶ ସୃଷ୍ଟି କରୁଥିଲା । ଢିଙ୍କି କେବଳ ଏକ ଉପକରଣ ନଥିଲା, ଏହା ଆମ ସଂସ୍କୃତିର ଏକ ପ୍ରତୀକ ଥିଲା । ଢିଙ୍କିକୁ ଦେବୀ ଭାବେ ପୂଜା କରାଯାଉଥିଲା । ପୌଷ ମାସରେ ଢିଙ୍କି ପୂଜା ହେଉଥିଲା । ନୂଆଖାଇ ଓ ଅନ୍ୟାନ୍ୟ ପର୍ବପର୍ବାଣିରେ ଢିଙ୍କିର ବିଶେଷ ଭୂମିକା ରହୁଥିଲା । ଢିଙ୍କିରେ କୁଟା ଚାଉଳ ସ୍ୱାସ୍ଥ୍ୟ ପାଇଁ ଅଧିକ ଉପକାରୀ ବୋଲି ବିଶେଷଜ୍ଞମାନେ କହନ୍ତି । ଏଥିରେ ଚାଉଳର ପୁଷ୍ଟିକର ଉପାଦାନ ନଷ୍ଟ ହୁଏ ନାହିଁ । କିନ୍ତୁ ଆଧୁନିକ ଯୁଗରେ ଚାଉଳ କଳ ଆସିବା ପରେ ଢିଙ୍କିର ବ୍ୟବହାର କମିଯାଇଛି । ଆଜି ଗାଁରେ ମଧ୍ୟ ଢିଙ୍କି ଦେଖିବାକୁ — [301, 1911, 580, 2026]
sudoku-cell[interactable] — [1416, 1849, 1445, 1878]
answer-cell: 1 — [1347, 2211, 1361, 2225]
district-name: ସମ୍ବଲପୁର — [5, 967, 189, 1031]
sudoku-cell[interactable] — [1445, 1995, 1475, 2025]
answer-cell: 5 — [1347, 2155, 1361, 2169]
sudoku-cell[interactable] — [1357, 2025, 1387, 2054]
sudoku-cell[interactable] — [1240, 1995, 1269, 2025]
sudoku-cell[interactable] — [1386, 1995, 1416, 2025]
sudoku-cell[interactable]: 1 — [1445, 2054, 1475, 2084]
sudoku-header — [1180, 1748, 1494, 1798]
answer-cell: 7 — [1445, 2239, 1459, 2253]
answer-cell: 8 — [1403, 2239, 1417, 2253]
district-diary — [4, 896, 320, 1056]
sudoku-cell[interactable] — [1210, 1937, 1240, 1966]
district-label: ଜିଲା ଡାଏରୀ — [5, 897, 185, 961]
sudoku-cell[interactable] — [1240, 1878, 1269, 1908]
answer-cell: 7 — [1375, 2155, 1389, 2169]
temple-photo — [191, 899, 315, 1053]
letter2-author: ଶଙ୍କର ସତ୍ପଥୀ, ଜିବାଧାର ଶିକ୍ଷକ, ଗୋଛିପାଡ଼ା, ନୟାଗଡ଼ — [1252, 876, 1494, 889]
sudoku-cell[interactable] — [1328, 2054, 1357, 2084]
sudoku-cell[interactable] — [1210, 1878, 1240, 1908]
sudoku-cell[interactable] — [1445, 1937, 1475, 1966]
answer-cell: 7 — [1347, 2141, 1361, 2155]
poem-line: ଦରିଲା ଖର ଶ୍ୱାସ ସକଳ ପଥେ ଯେ — [17, 84, 176, 98]
main3-contact: ୬୬୮, ଜଗନ୍ନାଥ ଗାଁ, ଭୁବନେଶ୍ୱର, ଫୋନ: ୯୮୬୧୦୫୮୦୫୭ — [916, 2296, 1166, 2309]
answer-cell: 6 — [1403, 2155, 1417, 2169]
letter3-text: ଆମ ଓଡ଼ିଆ ସଂସ୍କୃତି ଆଜି ସଙ୍କଟରେ । ପାଶ୍ଚାତ୍ୟ ସଂସ୍କୃତିର ଅନ୍ଧାନୁକରଣ ଯୋଗୁଁ ଆମ ଯୁବପିଢ଼ି ନିଜ ପରମ୍ପରାରୁ ଦୂରେଇ ଯାଉଛନ୍ତି । ପର୍ବପର୍ବାଣି ପାଳନ ଏବେ କେବଳ ଆନୁଷ୍ଠାନିକତାରେ ସୀମିତ ରହିଛି । ଲୋକନୃତ୍ୟ, ଲୋକଗୀତ ଓ ଲୋକକଳା ଲୋପ ପାଇବାକୁ ବସିଲାଣି । ଟେଲିଭିଜନ ଓ ଇଣ୍ଟରନେଟ୍ ମାଧ୍ୟମରେ ପ୍ରସାରିତ ହେଉଥିବା କାର୍ଯ୍ୟକ୍ରମଗୁଡ଼ିକ ଆମ ସାମାଜିକ ମୂଲ୍ୟବୋଧ ଉପରେ ପ୍ରଭାବ ପକାଉଛି । ପରିବାର ବ୍ୟବସ୍ଥା ଭାଙ୍ଗିଯାଉଛି । ବୟସ୍କମାନେ ଏକାକୀ ଜୀବନ ବିତାଉଛନ୍ତି । ଆମ ଭାଷା ପ୍ରତି ଆଗ୍ରହ କମିଯାଉଛି । ଇଂରାଜୀ ମାଧ୍ୟମ ବିଦ୍ୟାଳୟରେ ପଢ଼ୁଥିବା ପିଲାମାନେ ଓଡ଼ିଆ ଠିକ୍ ଭାବେ ପଢ଼ିପାରୁନାହାନ୍ତି କି ଲେଖିପାରୁନାହାନ୍ତି । ଏହା ଅତ୍ୟନ୍ତ ଚିନ୍ତାର ବିଷୟ । ଆମ ସଂସ୍କୃତିକୁ ସୁରକ୍ଷିତ ରଖିବା ପାଇଁ ସମସ୍ତଙ୍କୁ ଆଗେଇ ଆସିବାକୁ ହେବ । ବିଦ୍ୟାଳୟ ସ୍ତରରୁ ପିଲାଙ୍କୁ ଆମ ଐତିହ୍ୟ ବିଷୟରେ ଶିକ୍ଷା ଦିଆଯିବା ଦରକାର । ସରକାର ଲୋକକଳାକାରଙ୍କୁ ପ୍ରୋତ୍ସାହନ ଦେବା ଉଚିତ । ସାଂସ୍କୃତିକ ମହୋତ୍ସବ ଆୟୋଜନ କରି ନୂଆ ପିଢ଼ିକୁ ଆକୃଷ୍ଟ କରାଯାଇପାରେ । ଗଣମାଧ୍ୟମ ମଧ୍ୟ ଏଥିରେ ଗୁରୁତ୍ୱପୂର୍ଣ୍ଣ ଭୂମିକା ନେଇପାରେ । ଆମେ ଯଦି ଏବେ ସଚେତନ ନହେବା ତେବେ ଆଗାମୀ ଦିନରେ ଆମ ସଂସ୍କୃତି କେବଳ ପୁସ୍ତକର ପୃଷ୍ଠାରେ ସୀମିତ ରହିଯିବ । ପ୍ରତ୍ୟେକ ଓଡ଼ିଆ ନିଜ ସଂସ୍କୃତି ପ୍ରତି ଗର୍ବ ଅନୁଭବ କରିବା ଦରକାର । ସ୍ୱାଭିମାନ ସହ ଆମ ପରମ୍ପରାକୁ ବଞ୍ଚାଇ ରଖିବା ଆମର କର୍ତ୍ତବ୍ୟ । — [1180, 931, 1494, 1177]
answer-cell: 4 — [1445, 2141, 1459, 2155]
answer-cell: 1 — [1403, 2169, 1417, 2183]
article2-author: -ହର୍ଷବର୍ଦ୍ଧନ ବେହେରା — [223, 1792, 318, 1806]
answer-cell: 8 — [1375, 2211, 1389, 2225]
poem-line: ନୁପୁର ରୁଣୁଝୁଣୁ ବାଜିଲା ଆକାଶେ — [17, 50, 159, 64]
main2-col-1: ୧୯୮୦ ଦଶକ ବେଳକୁ ଭାରତରେ ଶିକ୍ଷା ପାଇଁ ଆମେ ସେତେବେଳେ ନୂଆକିଛି ଶୁଣୁ ନଥିଲୁ । ସେତେବେଳେ ସେହି ପିଲାଙ୍କ ପାଇଁ ସ୍କୁଲ ପଠାଣ ପରେ ଲୋକମାନଙ୍କ ପାଖରେ ସମୟ ଥିଲା । ପିଲାମାନେ ଖେଳୁଥିଲେ, ପାଠ ପଢ଼ୁଥିଲେ ଓ ପରିବାର ସହ ସମୟ ବିତାଉଥିଲେ । କିନ୍ତୁ ଆଜି ଶିକ୍ଷା ଏକ ପଣ୍ୟରେ ପରିଣତ ହୋଇଛି । ଘରୋଇ ବିଦ୍ୟାଳୟ ଓ କୋଚିଂ ସେଣ୍ଟରମାନଙ୍କ ସଂଖ୍ୟା ଦିନକୁ ଦିନ ବଢ଼ୁଛି । ଅଭିଭାବକମାନେ ନିଜ ପିଲାକୁ ଭଲ ସ୍କୁଲରେ ପଢ଼ାଇବା ପାଇଁ ଲକ୍ଷ ଲକ୍ଷ ଟଙ୍କା ଖର୍ଚ୍ଚ କରୁଛନ୍ତି । ଶିକ୍ଷା ଏବେ ବଜାରର ନିୟମରେ ଚାଲୁଛି । ଯାହାର ପଇସା ଅଛି, ସେ ଭଲ ଶିକ୍ଷା ପାଉଛି । ଗରିବ ପିଲାମାନେ ପଛରେ ପଡ଼ିଯାଉଛନ୍ତି । ଏହି ଅସମାନତା ସମାଜ ପାଇଁ ବିପଜ୍ଜନକ । ବିଜ୍ଞାପନ ମାଧ୍ୟମରେ ଅଭିଭାବକଙ୍କୁ ପ୍ରଲୋଭିତ କରାଯାଉଛି । ଶତପ୍ରତିଶତ ଫଳାଫଳ, ଆନ୍ତର୍ଜାତୀୟ ମାନର ଶିକ୍ଷା, ଶୀତତାପ ନିୟନ୍ତ୍ରିତ ଶ୍ରେଣୀଗୃହ ଭଳି ପ୍ରତିଶ୍ରୁତି ଦିଆଯାଉଛି । ପିଲାମାନଙ୍କ ଉପରେ ପାଠର ଚାପ ବଢ଼ିଚାଲିଛି । ସେମାନଙ୍କ — [336, 1065, 574, 1296]
answer-cell: 7 — [1333, 2225, 1347, 2239]
sudoku-cell[interactable] — [1298, 1907, 1328, 1937]
answer-cell: 4 — [1389, 2211, 1403, 2225]
answer-cell: 6 — [1417, 2211, 1431, 2225]
answer-cell: 6 — [1431, 2197, 1445, 2211]
answer-cell: 3 — [1375, 2225, 1389, 2239]
answer-cell: 6 — [1361, 2169, 1375, 2183]
divider-main2 — [4, 1816, 1170, 1817]
answer-cell: 7 — [1361, 2183, 1375, 2197]
main3-col-rule — [294, 1910, 295, 2290]
sudoku-cell[interactable] — [1328, 1849, 1357, 1878]
sudoku-cell[interactable] — [1240, 1907, 1269, 1937]
letter1-title: ପୂର୍ଣ୍ଣ ଅନୁଦାନ ମିଳୁ — [1254, 52, 1420, 78]
